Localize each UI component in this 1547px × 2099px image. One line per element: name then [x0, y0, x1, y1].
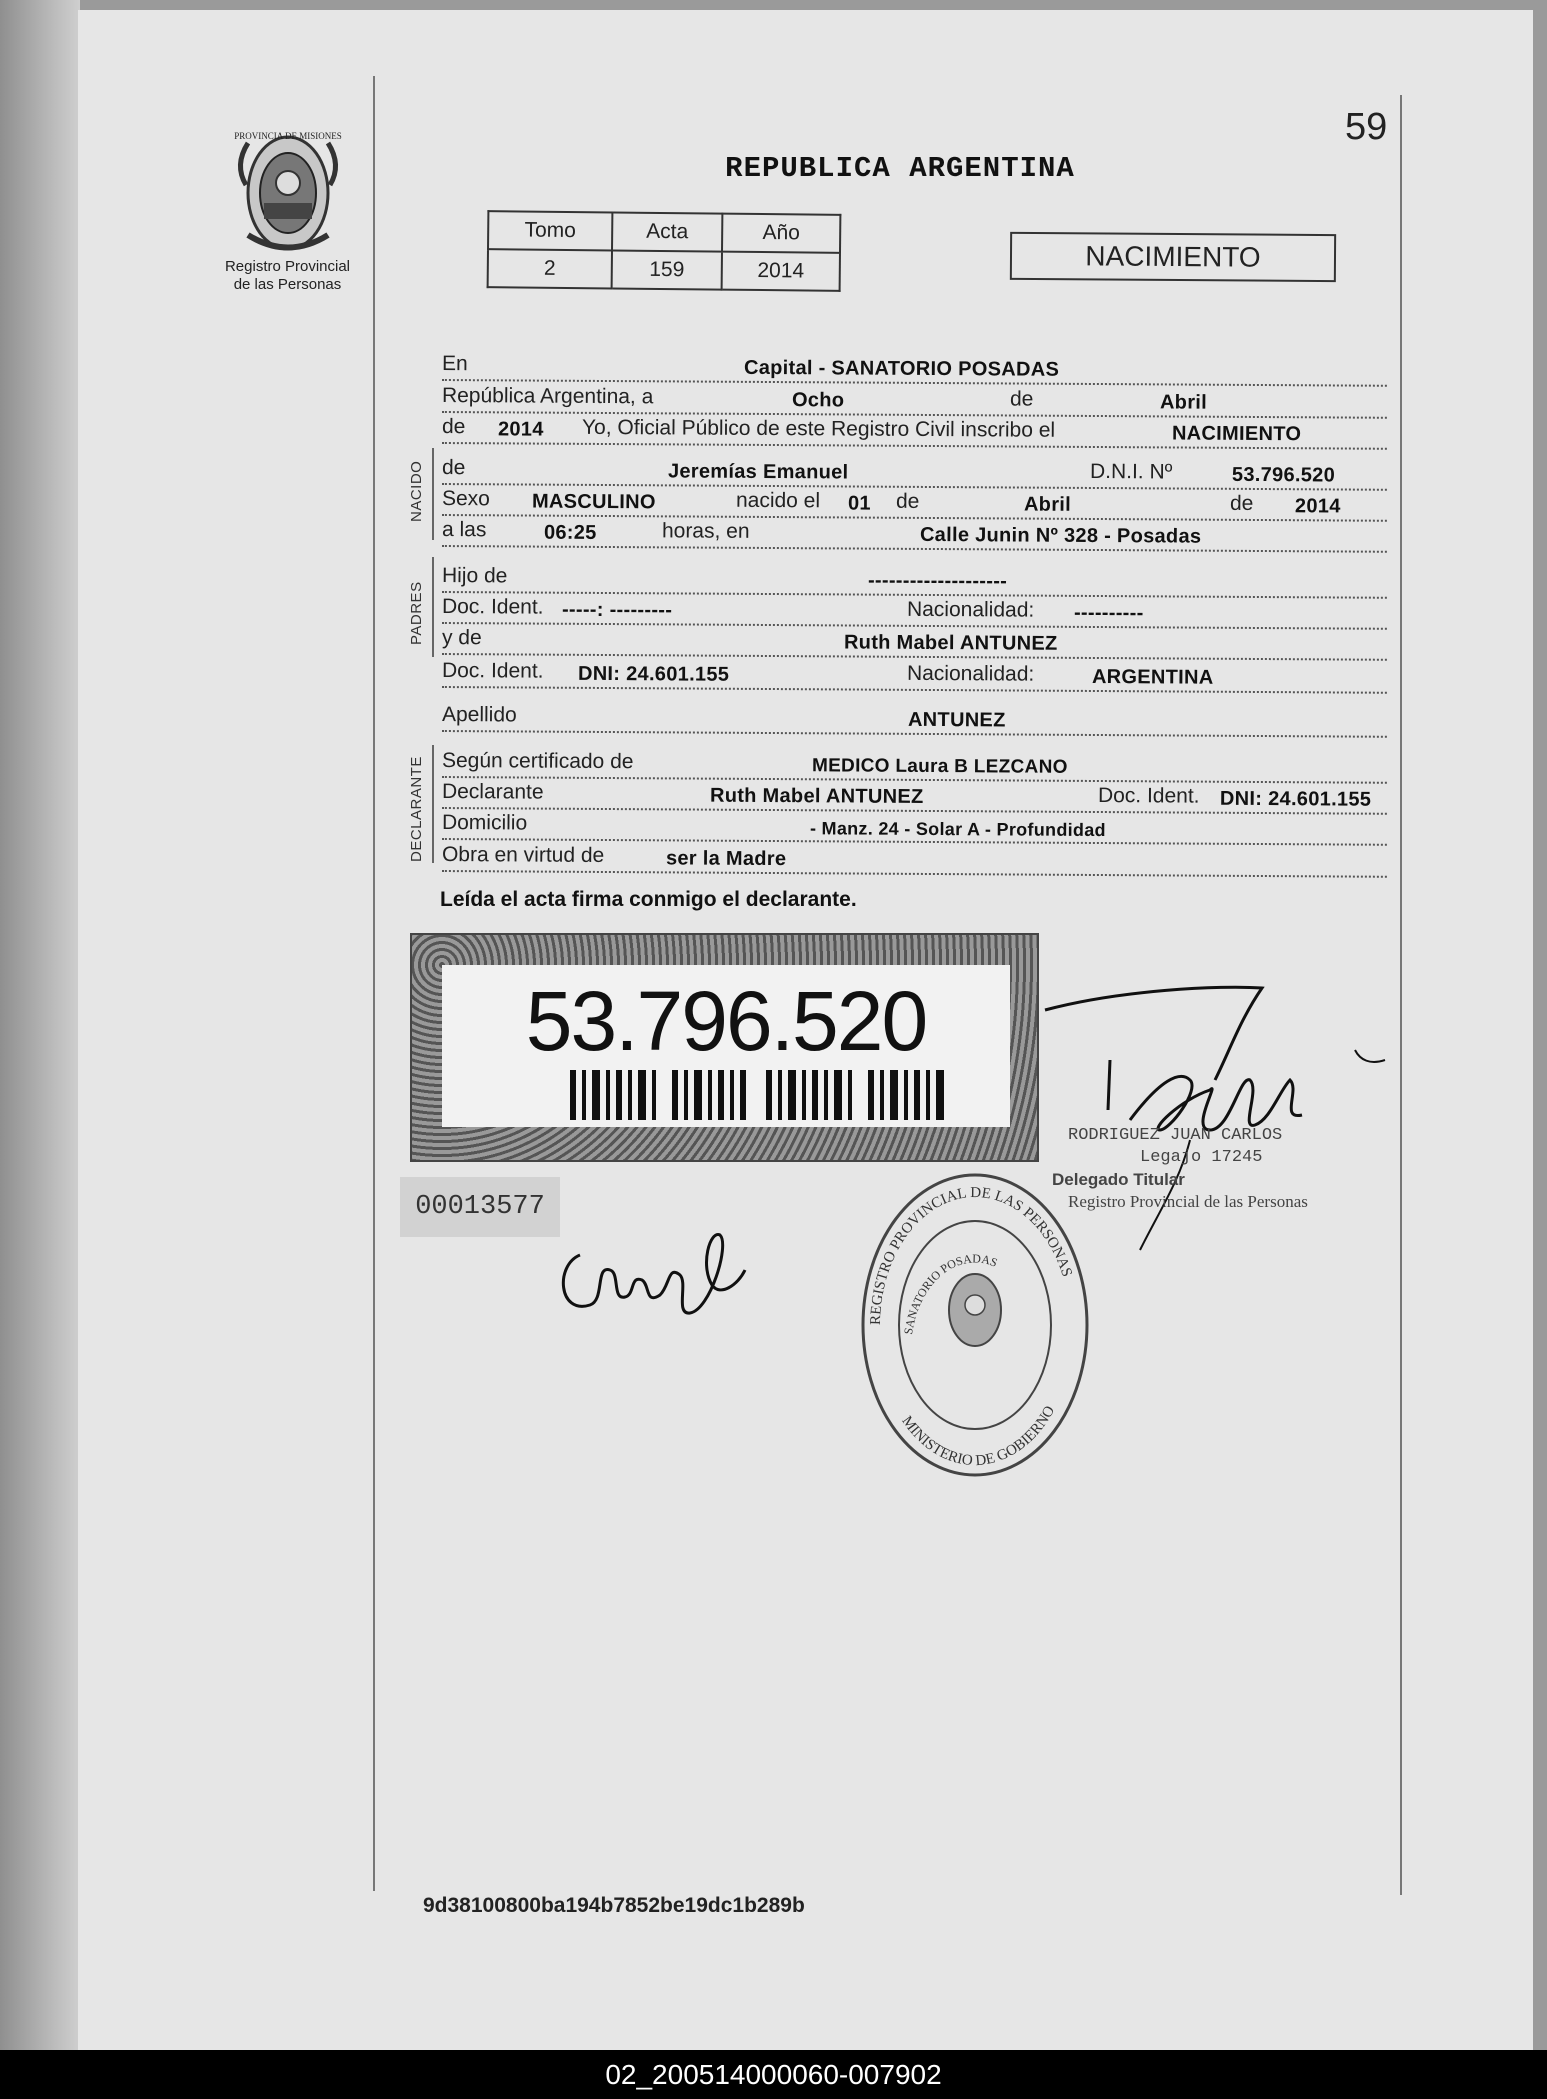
seal-bottom-text: MINISTERIO DE GOBIERNO: [898, 1403, 1059, 1470]
label-hijo-de: Hijo de: [441, 564, 508, 588]
document-hash: 9d38100800ba194b7852be19dc1b289b: [423, 1894, 805, 1917]
value-obra: ser la Madre: [665, 847, 787, 871]
section-bar-declarante: [432, 745, 434, 863]
value-declarante-doc: DNI: 24.601.155: [1219, 787, 1372, 811]
value-apellido: ANTUNEZ: [907, 708, 1006, 732]
label-apellido: Apellido: [441, 703, 517, 727]
label-doc-ident-padre: Doc. Ident.: [441, 595, 544, 619]
section-label-declarante: DECLARANTE: [408, 756, 425, 862]
value-acto: NACIMIENTO: [1171, 422, 1302, 446]
official-cargo: Delegado Titular: [1052, 1170, 1185, 1189]
dni-stamp-label: [442, 965, 1010, 1127]
label-de-5: de: [1229, 491, 1254, 515]
label-de-3: de: [441, 456, 466, 480]
row-inscripcion: [442, 410, 1387, 450]
label-certificado: Según certificado de: [441, 749, 634, 774]
stamp-dni-number: 53.796.520: [525, 974, 927, 1068]
row-apellido: [442, 698, 1387, 738]
label-nacionalidad-madre: Nacionalidad:: [906, 661, 1035, 686]
row-obra: [442, 838, 1387, 878]
label-republica: República Argentina, a: [441, 384, 654, 409]
value-madre-doc: DNI: 24.601.155: [577, 662, 730, 686]
value-mes: Abril: [1159, 391, 1208, 414]
label-nacionalidad-padre: Nacionalidad:: [906, 597, 1035, 622]
value-nacido-anio: 2014: [1294, 495, 1341, 518]
label-nacido-el: nacido el: [735, 488, 821, 513]
label-doc-ident-declarante: Doc. Ident.: [1097, 784, 1200, 808]
value-madre-nacionalidad: ARGENTINA: [1091, 665, 1214, 689]
volume-reference-table: [487, 210, 842, 292]
row-hora: [442, 513, 1387, 553]
value-hora: 06:25: [543, 521, 597, 544]
label-sexo: Sexo: [441, 487, 490, 511]
registry-name: [200, 258, 375, 294]
section-bar-nacido: [432, 448, 434, 540]
tomo-header: Tomo: [488, 211, 612, 250]
anio-header: Año: [722, 214, 840, 253]
registry-round-seal: [850, 1160, 1100, 1480]
declarant-signature: [550, 1225, 750, 1335]
value-declarante: Ruth Mabel ANTUNEZ: [709, 784, 924, 808]
value-dni: 53.796.520: [1231, 463, 1336, 487]
dni-number-stamp: [410, 933, 1039, 1162]
label-de-1: de: [1009, 387, 1034, 411]
page-number: 59: [1345, 106, 1388, 148]
logo-text: PROVINCIA DE MISIONES: [234, 131, 342, 141]
value-nacido-dia: 01: [847, 492, 871, 515]
right-margin-rule: [1400, 95, 1402, 1895]
scan-id-footer: 02_200514000060-007902: [0, 2050, 1547, 2099]
label-y-de: y de: [441, 626, 482, 650]
anio-value: 2014: [722, 252, 840, 291]
acta-header: Acta: [612, 212, 722, 251]
country-title: REPUBLICA ARGENTINA: [725, 152, 1075, 185]
value-nacido-mes: Abril: [1023, 493, 1072, 516]
value-domicilio: - Manz. 24 - Solar A - Profundidad: [809, 818, 1106, 841]
left-margin-rule: [373, 76, 375, 1891]
value-sexo: MASCULINO: [531, 490, 656, 514]
registry-name-line1: Registro Provincial: [224, 258, 351, 275]
label-de-4: de: [895, 489, 920, 513]
record-type-box: NACIMIENTO: [1010, 232, 1336, 282]
value-dia-texto: Ocho: [791, 389, 845, 412]
value-lugar-nacimiento: Calle Junin Nº 328 - Posadas: [919, 523, 1202, 548]
label-en: En: [441, 352, 468, 376]
value-padre-doc: -----: ---------: [561, 598, 673, 622]
value-nombre: Jeremías Emanuel: [667, 460, 849, 484]
serial-number: 00013577: [400, 1177, 560, 1237]
label-doc-ident-madre: Doc. Ident.: [441, 659, 544, 683]
label-declarante: Declarante: [441, 780, 544, 804]
section-bar-padres: [432, 557, 434, 657]
seal-outer-text: REGISTRO PROVINCIAL DE LAS PERSONAS: [867, 1184, 1075, 1326]
seal-inner-text: SANATORIO POSADAS: [901, 1251, 1000, 1336]
value-lugar: Capital - SANATORIO POSADAS: [743, 356, 1060, 381]
row-madre-doc: [442, 654, 1387, 694]
label-obra: Obra en virtud de: [441, 843, 605, 867]
value-padre: --------------------: [867, 569, 1008, 593]
section-label-nacido: NACIDO: [408, 460, 425, 522]
official-legajo: Legajo 17245: [1140, 1148, 1263, 1167]
tomo-value: 2: [488, 249, 612, 288]
binding-edge: [0, 0, 80, 2050]
label-horas-en: horas, en: [661, 519, 750, 543]
official-name: RODRIGUEZ JUAN CARLOS: [1068, 1126, 1283, 1145]
section-label-padres: PADRES: [408, 581, 425, 645]
label-a-las: a las: [441, 518, 487, 542]
barcode: [570, 1070, 950, 1120]
value-madre: Ruth Mabel ANTUNEZ: [843, 631, 1058, 655]
value-anio: 2014: [497, 418, 544, 441]
label-de-2: de: [441, 415, 466, 439]
label-yo: Yo, Oficial Público de este Registro Civil inscribo el: [581, 415, 1056, 442]
province-coat-of-arms-logo: [228, 125, 348, 260]
registry-name-line2: de las Personas: [233, 276, 342, 293]
official-org: Registro Provincial de las Personas: [1068, 1192, 1308, 1211]
label-domicilio: Domicilio: [441, 811, 528, 835]
closing-statement: Leída el acta firma conmigo el declarante.: [440, 888, 857, 911]
value-padre-nacionalidad: ----------: [1073, 601, 1144, 625]
acta-value: 159: [612, 250, 722, 289]
label-dni: D.N.I. Nº: [1089, 459, 1173, 484]
value-certificado: MEDICO Laura B LEZCANO: [811, 755, 1068, 778]
